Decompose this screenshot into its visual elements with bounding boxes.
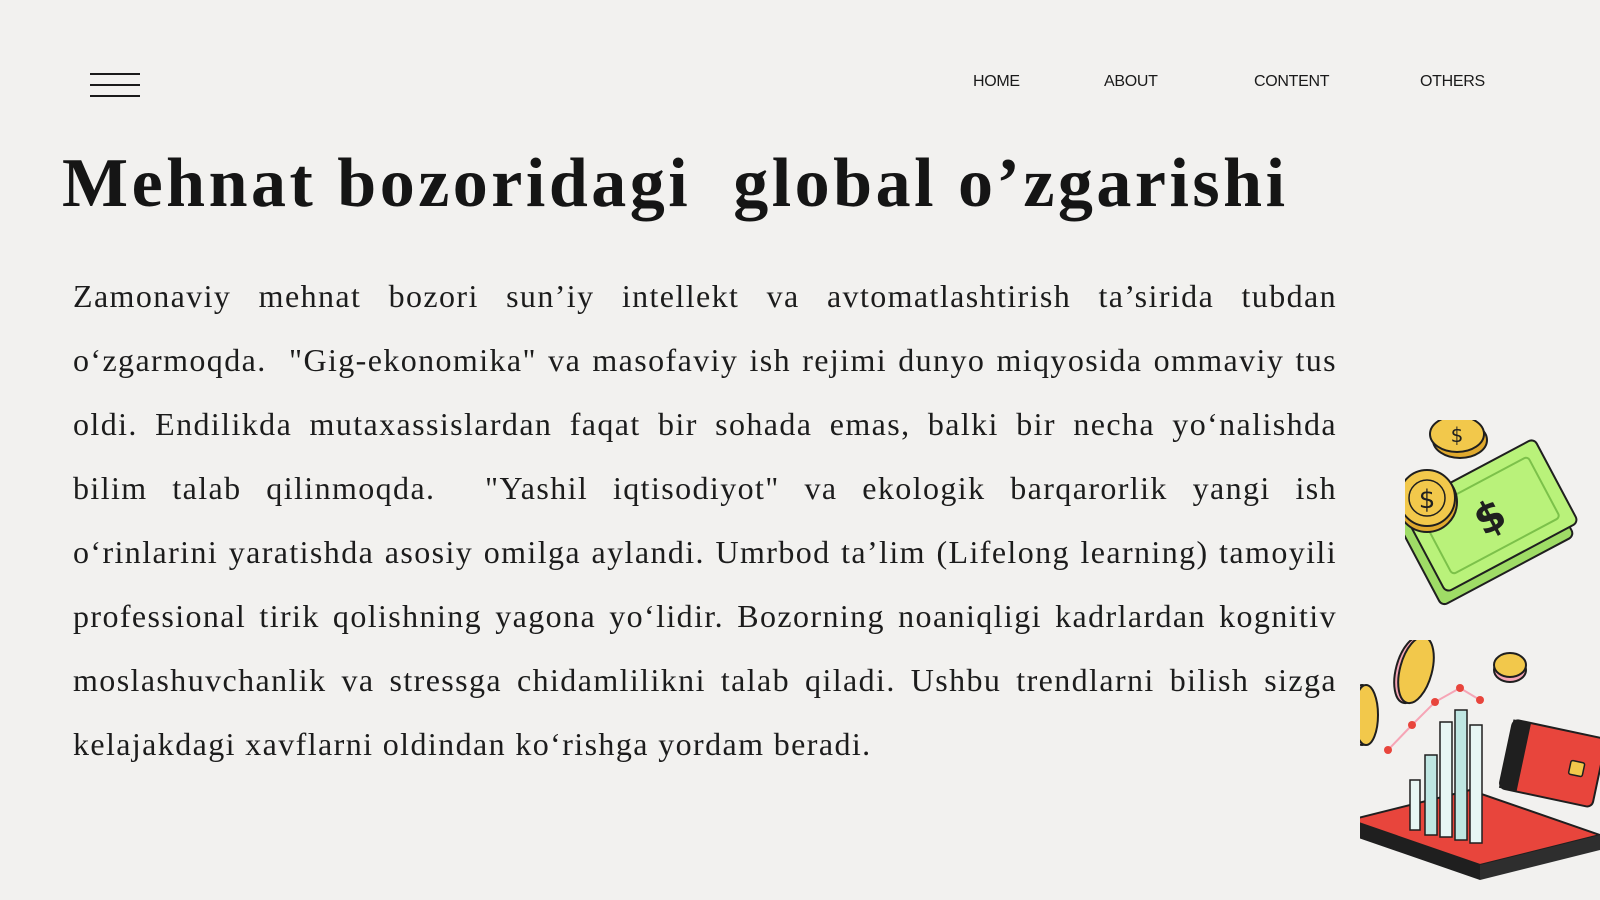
menu-line (90, 73, 140, 75)
menu-line (90, 95, 140, 97)
menu-line (90, 84, 140, 86)
svg-text:$: $ (1465, 488, 1515, 546)
svg-text:$: $ (1450, 423, 1464, 447)
nav-about[interactable]: ABOUT (1104, 73, 1158, 90)
finance-chart-wallet-icon (1360, 640, 1600, 900)
hamburger-menu-icon[interactable] (90, 73, 140, 99)
nav-content[interactable]: CONTENT (1254, 73, 1330, 90)
body-paragraph: Zamonaviy mehnat bozori sun’iy intellekt va avtomatlashtirish ta’sirida tubdan o‘zgarmoqda. "Gig-ekonomika" va masofaviy ish rejimi dunyo miqyosida ommaviy tus oldi. Endilikda mutaxassislardan faqat bir sohada emas, balki bir necha yo‘nalishda bilim talab qilinmoqda. "Yashil iqtisodiyot" va ekologik barqarorlik yangi ish o‘rinlarini yaratishda asosiy omilga aylandi. Umrbod ta’lim (Lifelong learning) tamoyili professional tirik qolishning yagona yo‘lidir. Bozorning noaniqligi kadrlardan kognitiv moslashuvchanlik va stressga chidamlilikni talab qiladi. Ushbu trendlarni bilish sizga kelajakdagi xavflarni oldindan ko‘rishga yordam beradi. (73, 278, 1347, 762)
nav-others[interactable]: OTHERS (1420, 73, 1485, 90)
nav-home[interactable]: HOME (973, 73, 1020, 90)
page-title: Mehnat bozoridagi global o’zgarishi (62, 145, 1289, 222)
svg-text:$: $ (1418, 485, 1436, 515)
money-stack-coins-icon (1405, 420, 1590, 620)
